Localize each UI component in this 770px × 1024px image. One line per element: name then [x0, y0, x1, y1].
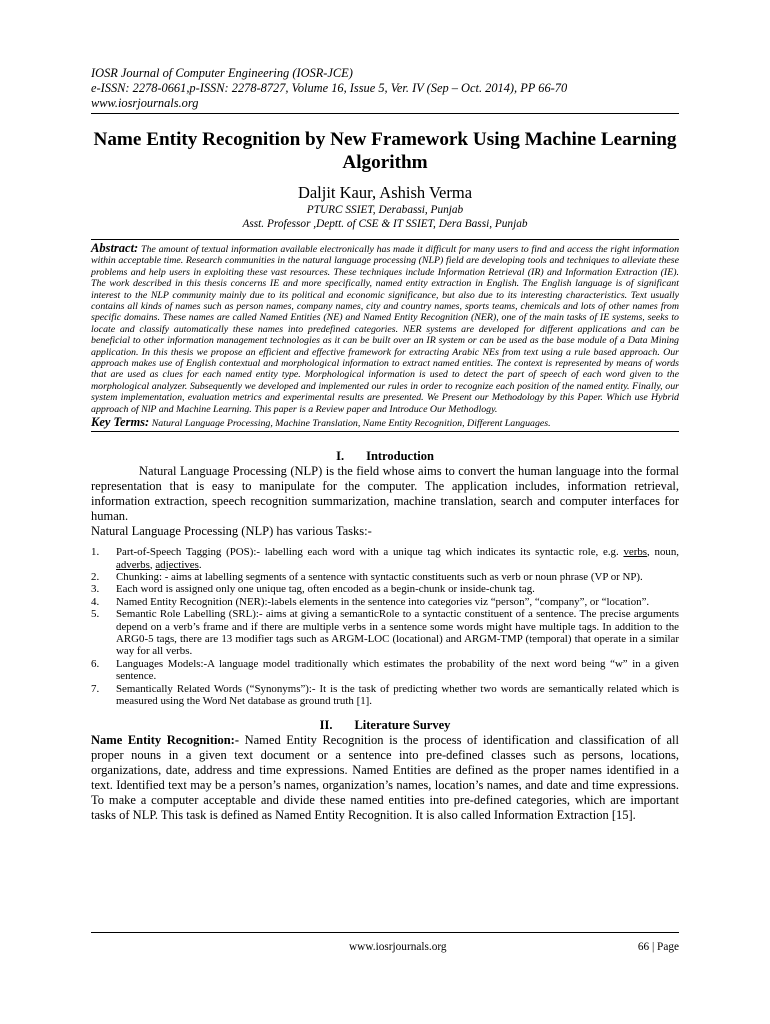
link-adjectives[interactable]: adjectives: [155, 558, 199, 571]
header-divider: [91, 113, 679, 114]
item-number: 2.: [91, 570, 100, 583]
item-text: Part-of-Speech Tagging (POS):- labelling each word with a unique tag which indicates its syntactic role, e.g.: [116, 546, 624, 559]
item-number: 3.: [91, 583, 100, 596]
list-item: [91, 546, 679, 571]
item-text: Each word is assigned only one unique tag, often encoded as a begin-chunk or inside-chunk tag.: [116, 583, 535, 596]
list-item: [91, 596, 679, 608]
section-title: Literature Survey: [354, 718, 451, 733]
link-verbs[interactable]: verbs: [623, 546, 648, 559]
affiliation-2: Asst. Professor ,Deptt. of CSE & IT SSIET, Dera Bassi, Punjab: [242, 218, 528, 230]
section-number: II.: [319, 718, 333, 733]
item-text: Semantic Role Labelling (SRL):- aims at giving a semanticRole to a syntactic constituent of a sentence. The precise arguments depend on a verb’s frame and if there are multiple verbs in a sentence some words might have multiple tags. In addition to the ARG0-5 tags, there are 13 modifier tags such as ARGM-LOC (locational) and ARGM-TMP (temporal) that operate in a similar way for all verbs.: [116, 608, 679, 658]
tasks-lead: Natural Language Processing (NLP) has various Tasks:-: [91, 524, 372, 539]
section-heading-literature-survey: [91, 718, 679, 733]
footer-site: www.iosrjournals.org: [349, 941, 447, 953]
list-item: [91, 608, 679, 658]
item-number: 1.: [91, 546, 100, 559]
item-number: 7.: [91, 682, 100, 695]
abstract-text: The amount of textual information available electronically has made it difficult for many users to find and access the right information within acceptable time. Research communities in the natural language processing (NLP) field are developing tools and techniques to alleviate these problems and help users in exploiting these vast resources. These techniques include Information Retrieval (IR) and Information Extraction (IE). The work described in this thesis concerns IE and more specifically, named entity extraction in English. The English language is of significant interest to the NLP community mainly due to its political and economic significance, but also due to its interesting characteristics. Text usually contains all kinds of names such as person names, company names, city and country names, sports teams, chemicals and lots of other names from specific domains. These names are called Named Entities (NE) and Named Entity Recognition (NER), one of the main tasks of IE systems, seeks to locate and classify automatically these names into predefined categories. NER systems are developed for different applications and can be beneficial to other information management technologies as it can be built over an IR system or can be used as the base module of a Data Mining application. In this thesis we propose an efficient and effective framework for extracting Arabic NEs from text using a rule based approach. Our approach makes use of English contextual and morphological information to extract named entities. The context is represented by means of words that are used as clues for each named entity type. Morphological information is used to detect the part of speech of each word given to the morphological analyzer. Subsequently we developed and implemented our rules in order to recognize each position of the named entity. Finally, our system implementation, evaluation metrics and experimental results are presented. We Present our Methodology by this Paper. Which use Hybrid approach of NlP and Machine Learning. This paper is a Review paper and Introduce Our Methodlogy.: [91, 244, 680, 415]
item-text: ,: [149, 558, 156, 571]
abstract: [91, 243, 679, 415]
tasks-list: [91, 546, 679, 707]
affiliation-1: PTURC SSIET, Derabassi, Punjab: [306, 204, 464, 216]
page-number: 66 | Page: [637, 941, 679, 953]
item-text: , noun,: [647, 546, 680, 559]
keywords-divider: [91, 431, 679, 432]
paragraph-lead: Name Entity Recognition:-: [91, 733, 239, 748]
item-number: 5.: [91, 608, 100, 621]
section-heading-introduction: [91, 449, 679, 464]
paper-page: [91, 66, 679, 823]
item-text: Chunking: - aims at labelling segments of a sentence with syntactic constituents such as verb or noun phrase (VP or NP).: [116, 570, 643, 583]
paragraph-text: Named Entity Recognition is the process of identification and classification of all proper nouns in a given text document or a sentence into pre-defined classes such as persons, locations, organizations, date, address and time expressions. Named Entities are defined as the proper names identified in a text. Identified text may be a person’s names, organization’s names, location’s names, and date and time expressions. To make a computer acceptable and divide these named entities into pre-defined categories, which are important tasks of NLP. This task is defined as Named Entity Recognition. It is also called Information Extraction [15].: [91, 733, 680, 823]
paper-authors: Daljit Kaur, Ashish Verma: [297, 183, 473, 202]
link-adverbs[interactable]: adverbs: [116, 558, 150, 571]
journal-site: www.iosrjournals.org: [91, 96, 199, 110]
item-number: 4.: [91, 595, 100, 608]
journal-header: [91, 66, 679, 111]
journal-issn: e-ISSN: 2278-0661,p-ISSN: 2278-8727, Volume 16, Issue 5, Ver. IV (Sep – Oct. 2014), PP 66-70: [91, 81, 568, 95]
list-item: [91, 571, 679, 583]
literature-paragraph: [91, 733, 679, 823]
intro-paragraph: Natural Language Processing (NLP) is the field whose aims to convert the human language into the formal representation that is easy to manipulate for the computer. The application includes, information retrieval, information extraction, speech recognition summarization, machine translation, search and computer interfaces for human.: [91, 464, 679, 524]
key-terms: [91, 416, 679, 430]
list-item: [91, 658, 679, 683]
list-item: [91, 583, 679, 595]
item-number: 6.: [91, 657, 100, 670]
list-item: [91, 683, 679, 708]
item-text: Languages Models:-A language model traditionally which estimates the probability of the next word being “w” in a given sentence.: [116, 657, 679, 683]
journal-name: IOSR Journal of Computer Engineering (IOSR-JCE): [91, 66, 353, 80]
item-text: Semantically Related Words (“Synonyms”):- It is the task of predicting whether two words are semantically related which is measured using the Word Net database as ground truth [1].: [116, 682, 679, 707]
section-number: I.: [336, 449, 345, 464]
page-footer: [91, 932, 679, 957]
section-title: Introduction: [366, 449, 434, 464]
item-text: .: [198, 558, 202, 571]
paper-title: Name Entity Recognition by New Framework Using Machine Learning Algorithm: [93, 129, 677, 173]
key-terms-text: Natural Language Processing, Machine Translation, Name Entity Recognition, Different Languages.: [151, 418, 551, 430]
key-terms-label: Key Terms:: [91, 415, 150, 430]
abstract-label: Abstract:: [91, 241, 139, 255]
item-text: Named Entity Recognition (NER):-labels elements in the sentence into categories viz “person”, “company”, or “location”.: [116, 595, 650, 608]
abstract-divider: [91, 239, 679, 240]
